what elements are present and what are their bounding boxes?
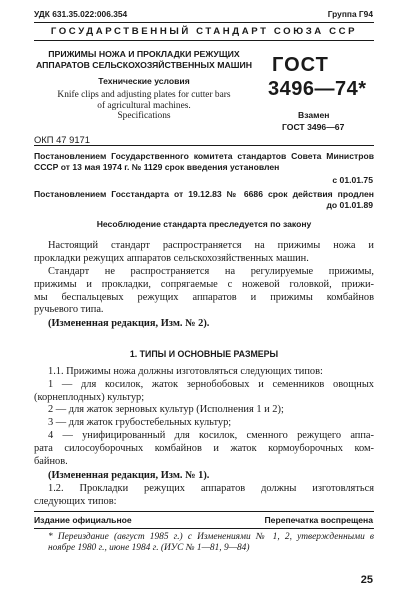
clause-1-2-line-1: 1.2. Прокладки режущих аппаратов должны изготовляться [48, 483, 374, 494]
section-1-heading: 1. ТИПЫ И ОСНОВНЫЕ РАЗМЕРЫ [129, 349, 279, 359]
resolution-1-line-2: СССР от 13 мая 1974 г. № 1129 срок введения установлен [34, 162, 280, 172]
resolution-2 [34, 189, 374, 200]
intro-p1-line-2: прокладки режущих аппаратов сельскохозяйственных машин. [34, 252, 309, 264]
intro-p2-line-3: мы беспальцевых режущих аппаратов и прижимы комбайнов [34, 291, 374, 303]
top-rule [34, 22, 374, 23]
footer-top-rule [34, 511, 374, 512]
reissue-footnote-line-2: ноябре 1980 г., июне 1984 г. (ИУС № 1—81, 9—84) [48, 543, 250, 554]
replaces-label: Взамен [298, 110, 330, 120]
okp-code: ОКП 47 9171 [34, 134, 90, 145]
intro-p2-line-1: Стандарт не распространяется на регулируемые прижимы, [48, 266, 374, 277]
clause-1-1 [34, 366, 374, 468]
clause-1-1-line-7: рата силосоуборочных комбайнов и жаток кормоуборочных ком- [34, 442, 374, 454]
group-code: Группа Г94 [327, 9, 373, 19]
title-en-line-3: Specifications [117, 111, 171, 122]
clause-1-1-line-4: 2 — для жаток зерновых культур (Исполнения 1 и 2); [48, 404, 284, 416]
resolution-1-line-1: Постановлением Государственного комитета стандартов Совета Министров [34, 151, 374, 161]
title-en-line-1: Knife clips and adjusting plates for cutter bars [57, 90, 231, 100]
title-ru [34, 49, 254, 70]
amendment-note-2: (Измененная редакция, Изм. № 1). [48, 470, 210, 481]
official-edition: Издание официальное [34, 515, 132, 525]
resolution-1-date: с 01.01.75 [332, 175, 373, 185]
reissue-footnote [34, 532, 374, 555]
clause-1-2 [34, 483, 374, 509]
reissue-footnote-line-1: * Переиздание (август 1985 г.) с Изменениями № 1, 2, утвержденными в [48, 532, 374, 542]
intro-p2-line-4: ручьевого типа. [34, 304, 104, 316]
intro-p1-line-1: Настоящий стандарт распространяется на прижимы ножа и [48, 240, 374, 251]
reprint-prohibited: Перепечатка воспрещена [264, 515, 373, 525]
resolution-2-line-1: Постановлением Госстандарта от 19.12.83 № 6686 срок действия продлен [34, 189, 374, 199]
clause-1-1-line-2: 1 — для косилок, жаток зернобобовых и семенников овощных [48, 378, 374, 390]
clause-1-1-line-3: (корнеплодных) культур; [34, 391, 145, 403]
title-ru-line-2: АППАРАТОВ СЕЛЬСКОХОЗЯЙСТВЕННЫХ МАШИН [35, 59, 252, 70]
resolution-1 [34, 151, 374, 173]
amendment-note-1: (Измененная редакция, Изм. № 2). [48, 318, 210, 329]
intro-paragraph-1 [34, 240, 374, 266]
resolution-2-date: до 01.01.89 [326, 200, 373, 210]
title-en-line-2: of agricultural machines. [97, 100, 191, 111]
intro-p2-line-2: прижимы и прокладки, сопрягаемые с ножевой головкой, прижи- [34, 278, 374, 290]
clause-1-1-line-8: байнов. [34, 455, 68, 467]
title-ru-line-1: ПРИЖИМЫ НОЖА И ПРОКЛАДКИ РЕЖУЩИХ [48, 49, 240, 59]
clause-1-1-line-1: 1.1. Прижимы ножа должны изготовляться следующих типов: [48, 366, 323, 377]
title-en [34, 90, 254, 122]
state-standard-title: ГОСУДАРСТВЕННЫЙ СТАНДАРТ СОЮЗА ССР [50, 26, 358, 37]
spec-ru: Технические условия [98, 76, 190, 86]
page-number: 25 [360, 574, 373, 586]
gost-number: 3496—74* [268, 78, 367, 100]
clause-1-1-line-6: 4 — унифицированный для косилок, сменного режущего аппа- [48, 429, 374, 441]
intro-paragraph-2 [34, 266, 374, 317]
clause-1-2-line-2: следующих типов: [34, 495, 117, 507]
udc-code: УДК 631.35.022:006.354 [34, 9, 128, 19]
replaces-value: ГОСТ 3496—67 [282, 122, 345, 132]
clause-1-1-line-5: 3 — для жаток грубостебельных культур; [48, 417, 232, 429]
gost-label: ГОСТ [272, 54, 329, 76]
okp-rule [34, 145, 374, 146]
header-bottom-rule [34, 40, 374, 41]
footer-bottom-rule [34, 528, 374, 529]
prosecution-notice: Несоблюдение стандарта преследуется по закону [96, 219, 312, 229]
